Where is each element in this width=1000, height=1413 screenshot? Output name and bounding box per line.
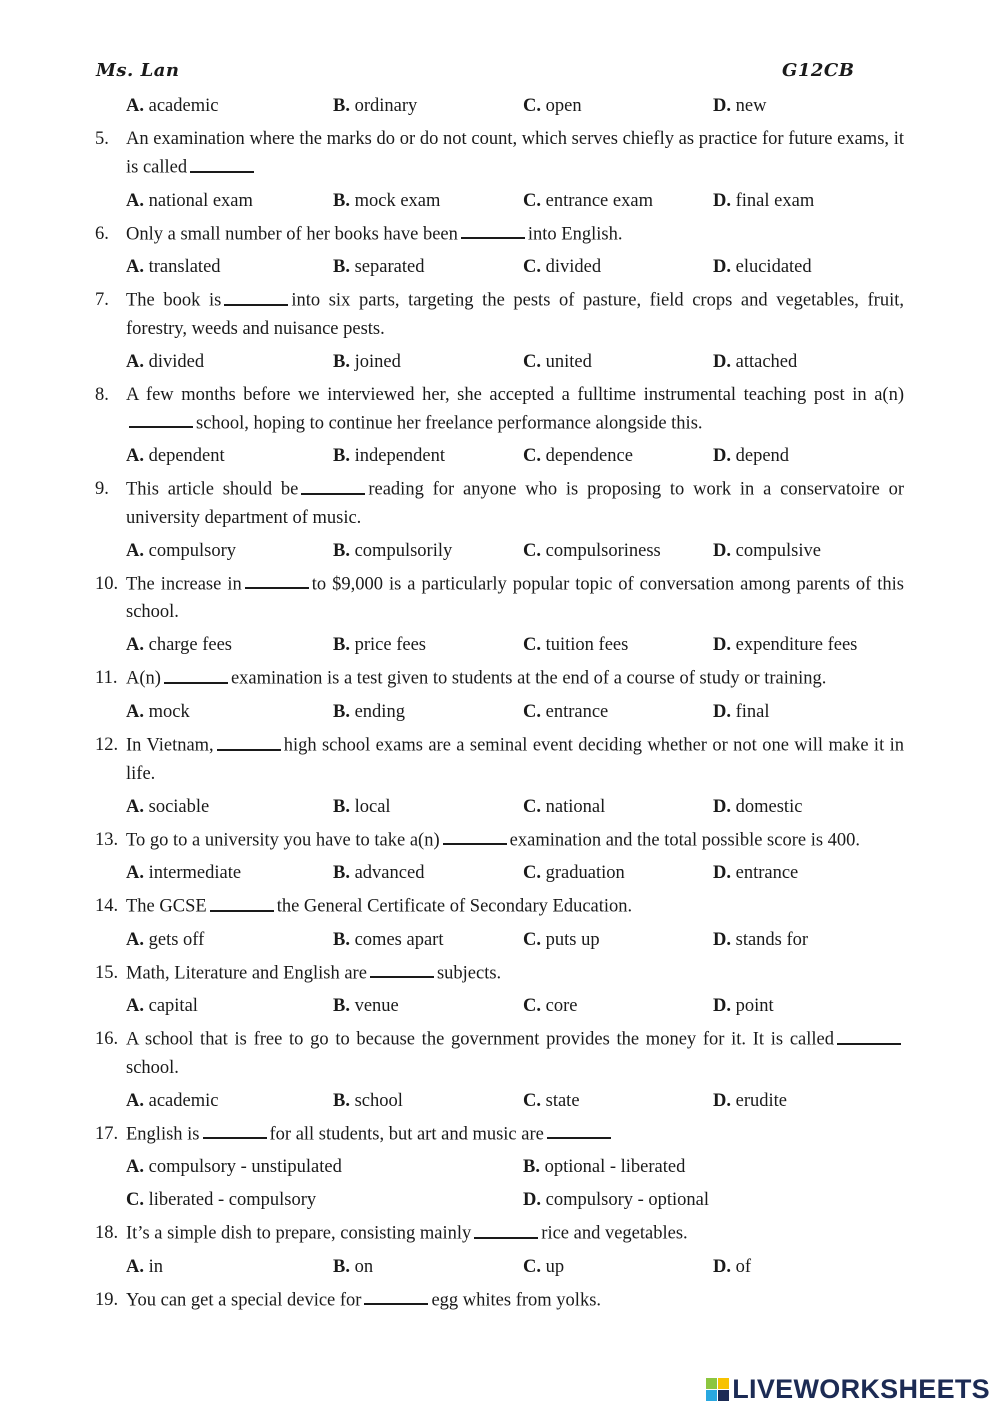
question-14	[95, 892, 904, 921]
question-number: 11.	[95, 668, 118, 689]
options-row	[0, 1153, 1000, 1181]
option-b[interactable]: B. optional - liberated	[523, 1157, 686, 1178]
option-d[interactable]: D. compulsive	[713, 540, 821, 561]
question-text: You can get a special device for	[126, 1290, 362, 1311]
option-d[interactable]: D. erudite	[713, 1090, 787, 1111]
option-a[interactable]: A. sociable	[126, 796, 210, 817]
option-b[interactable]: B. ordinary	[333, 96, 418, 116]
question-9	[95, 475, 905, 532]
question-text: subjects.	[436, 963, 502, 984]
option-b[interactable]: B. joined	[333, 351, 401, 372]
question-19	[95, 1286, 904, 1315]
question-list	[0, 125, 1000, 1314]
option-d[interactable]: D. point	[713, 996, 774, 1017]
option-b[interactable]: B. on	[333, 1256, 374, 1277]
options-row	[0, 698, 1000, 726]
question-17	[95, 1120, 904, 1149]
answer-blank[interactable]	[364, 1286, 428, 1306]
question-text: The GCSE	[126, 896, 207, 917]
option-c[interactable]: C. united	[523, 351, 592, 372]
options-row	[0, 442, 1000, 470]
question-number: 19.	[95, 1289, 119, 1310]
option-a[interactable]: A. in	[126, 1256, 164, 1277]
option-a[interactable]: A. charge fees	[126, 635, 232, 656]
option-a[interactable]: A. academic	[126, 96, 219, 116]
question-number: 8.	[95, 384, 109, 405]
question-text: This article should be	[126, 479, 299, 500]
question-text: To go to a university you have to take a(n)	[126, 830, 440, 851]
question-number: 13.	[95, 829, 119, 850]
option-c[interactable]: C. liberated - compulsory	[126, 1190, 317, 1211]
option-b[interactable]: B. compulsorily	[333, 540, 453, 561]
answer-blank[interactable]	[190, 153, 254, 173]
question-text: The increase in	[126, 574, 242, 595]
option-b[interactable]: B. advanced	[333, 863, 425, 884]
answer-blank[interactable]	[443, 826, 507, 846]
option-c[interactable]: C. graduation	[523, 863, 625, 884]
answer-blank[interactable]	[164, 664, 228, 684]
options-row	[0, 992, 1000, 1020]
option-b[interactable]: B. separated	[333, 257, 425, 278]
logo-text: LIVEWORKSHEETS	[732, 1374, 990, 1404]
question-number: 15.	[95, 962, 119, 983]
option-c[interactable]: C. tuition fees	[523, 635, 629, 656]
options-row	[0, 253, 1000, 281]
question-text: egg whites from yolks.	[431, 1290, 602, 1311]
option-c[interactable]: C. core	[523, 996, 578, 1017]
options-row	[0, 1087, 1000, 1115]
options-row	[0, 348, 1000, 376]
answer-blank[interactable]	[210, 892, 274, 912]
answer-blank[interactable]	[547, 1120, 611, 1140]
options-row	[0, 1253, 1000, 1281]
question-text: It’s a simple dish to prepare, consisting mainly	[126, 1223, 472, 1244]
option-a[interactable]: A. capital	[126, 996, 198, 1017]
question-13	[95, 826, 904, 855]
option-d[interactable]: D. entrance	[713, 863, 799, 884]
option-d[interactable]: D. final exam	[713, 190, 815, 211]
option-d[interactable]: D. attached	[713, 351, 798, 372]
question-number: 14.	[95, 896, 119, 917]
options-row	[0, 926, 1000, 954]
options-row	[0, 859, 1000, 887]
question-10	[95, 570, 905, 627]
question-text: reading for anyone who is proposing to work in a conservatoire or university department of music.	[126, 479, 905, 528]
option-d[interactable]: D. stands for	[713, 929, 809, 950]
question-number: 16.	[95, 1029, 119, 1050]
option-b[interactable]: B. ending	[333, 701, 405, 722]
option-c[interactable]: C. entrance	[523, 701, 609, 722]
option-a[interactable]: A. mock	[126, 701, 190, 722]
question-text: into six parts, targeting the pests of pasture, field crops and vegetables, fruit, forestry, weeds and nuisance pests.	[126, 290, 905, 339]
question-15	[95, 959, 904, 988]
question-8	[95, 381, 904, 438]
question-text: high school exams are a seminal event deciding whether or not one will make it in life.	[126, 735, 904, 784]
option-b[interactable]: B. local	[333, 796, 391, 817]
option-a[interactable]: A. national exam	[126, 190, 253, 211]
option-a[interactable]: A. gets off	[126, 929, 205, 950]
question-11	[95, 664, 904, 693]
option-a[interactable]: A. translated	[126, 257, 221, 278]
option-d[interactable]: D. final	[713, 701, 770, 722]
option-c[interactable]: C. open	[523, 96, 582, 116]
option-a[interactable]: A. divided	[126, 351, 205, 372]
option-a[interactable]: A. dependent	[126, 446, 225, 467]
question-text: An examination where the marks do or do not count, which serves chiefly as practice for future exams, it is called	[126, 129, 904, 178]
option-d[interactable]: D. of	[713, 1256, 752, 1277]
option-c[interactable]: C. puts up	[523, 929, 600, 950]
question-text: Only a small number of her books have been	[126, 224, 458, 245]
answer-blank[interactable]	[129, 409, 193, 429]
options-row	[0, 631, 1000, 659]
answer-blank[interactable]	[370, 959, 434, 979]
option-b[interactable]: B. mock exam	[333, 190, 441, 211]
option-c[interactable]: C. national	[523, 796, 606, 817]
question-text: examination is a test given to students at the end of a course of study or training.	[230, 668, 827, 689]
answer-blank[interactable]	[301, 475, 365, 495]
liveworksheets-logo	[706, 1374, 990, 1405]
question-text: examination and the total possible score is 400.	[509, 830, 861, 851]
question-number: 6.	[95, 223, 109, 244]
option-d[interactable]: D. compulsory - optional	[523, 1190, 710, 1211]
question-text: A(n)	[126, 668, 161, 689]
question-5	[95, 125, 904, 182]
question-text: A few months before we interviewed her, she accepted a fulltime instrumental teaching post in a(n)	[126, 384, 904, 405]
option-c[interactable]: C. up	[523, 1256, 565, 1277]
options-row	[0, 1186, 1000, 1214]
option-b[interactable]: B. independent	[333, 446, 446, 467]
option-b[interactable]: B. venue	[333, 996, 399, 1017]
option-a[interactable]: A. compulsory	[126, 540, 236, 561]
question-text: the General Certificate of Secondary Education.	[276, 896, 633, 917]
question-text: into English.	[527, 224, 623, 245]
option-d[interactable]: D. domestic	[713, 796, 803, 817]
option-b[interactable]: B. price fees	[333, 635, 426, 656]
option-a[interactable]: A. compulsory - unstipulated	[126, 1157, 342, 1178]
logo-icon	[706, 1378, 729, 1401]
question-text: The book is	[126, 290, 222, 311]
option-a[interactable]: A. intermediate	[126, 863, 242, 884]
option-c[interactable]: C. entrance exam	[523, 190, 653, 211]
question-text: to $9,000 is a particularly popular topic of conversation among parents of this school.	[126, 574, 905, 623]
option-b[interactable]: B. school	[333, 1090, 403, 1111]
question-text: rice and vegetables.	[541, 1223, 688, 1244]
question-6	[95, 220, 904, 249]
answer-blank[interactable]	[474, 1219, 538, 1239]
question-18	[95, 1219, 904, 1248]
answer-blank[interactable]	[217, 731, 281, 751]
option-d[interactable]: D. expenditure fees	[713, 635, 858, 656]
answer-blank[interactable]	[245, 570, 309, 590]
question-number: 10.	[95, 573, 119, 594]
question-7	[95, 286, 905, 343]
options-row	[0, 537, 1000, 565]
worksheet-body	[0, 92, 1000, 1319]
question-text: school.	[126, 1057, 179, 1078]
option-d[interactable]: D. elucidated	[713, 257, 812, 278]
options-row	[0, 793, 1000, 821]
answer-blank[interactable]	[203, 1120, 267, 1140]
question-16	[95, 1025, 904, 1082]
option-a[interactable]: A. academic	[126, 1090, 219, 1111]
question-text: for all students, but art and music are	[269, 1124, 544, 1145]
question-text: school, hoping to continue her freelance performance alongside this.	[196, 413, 703, 434]
option-c[interactable]: C. compulsoriness	[523, 540, 661, 561]
question-number: 7.	[95, 290, 109, 311]
question-text: In Vietnam,	[126, 735, 214, 756]
teacher-name: Ms. Lan	[96, 60, 180, 81]
question-12	[95, 731, 904, 788]
question-text: A school that is free to go to because the government provides the money for it. It is called	[126, 1029, 834, 1050]
option-d[interactable]: D. depend	[713, 446, 790, 467]
question-text: English is	[126, 1124, 200, 1145]
option-b[interactable]: B. comes apart	[333, 929, 444, 950]
option-c[interactable]: C. dependence	[523, 446, 633, 467]
opening-options	[0, 92, 1000, 120]
question-number: 12.	[95, 734, 119, 755]
option-c[interactable]: C. state	[523, 1090, 580, 1111]
question-number: 18.	[95, 1223, 119, 1244]
answer-blank[interactable]	[461, 220, 525, 240]
class-code: G12CB	[782, 60, 855, 81]
question-number: 17.	[95, 1123, 119, 1144]
question-number: 5.	[95, 129, 109, 149]
question-number: 9.	[95, 479, 109, 500]
answer-blank[interactable]	[224, 286, 288, 306]
options-row	[0, 187, 1000, 215]
option-d[interactable]: D. new	[713, 96, 767, 116]
option-c[interactable]: C. divided	[523, 257, 602, 278]
question-text: Math, Literature and English are	[126, 963, 367, 984]
answer-blank[interactable]	[837, 1025, 901, 1045]
